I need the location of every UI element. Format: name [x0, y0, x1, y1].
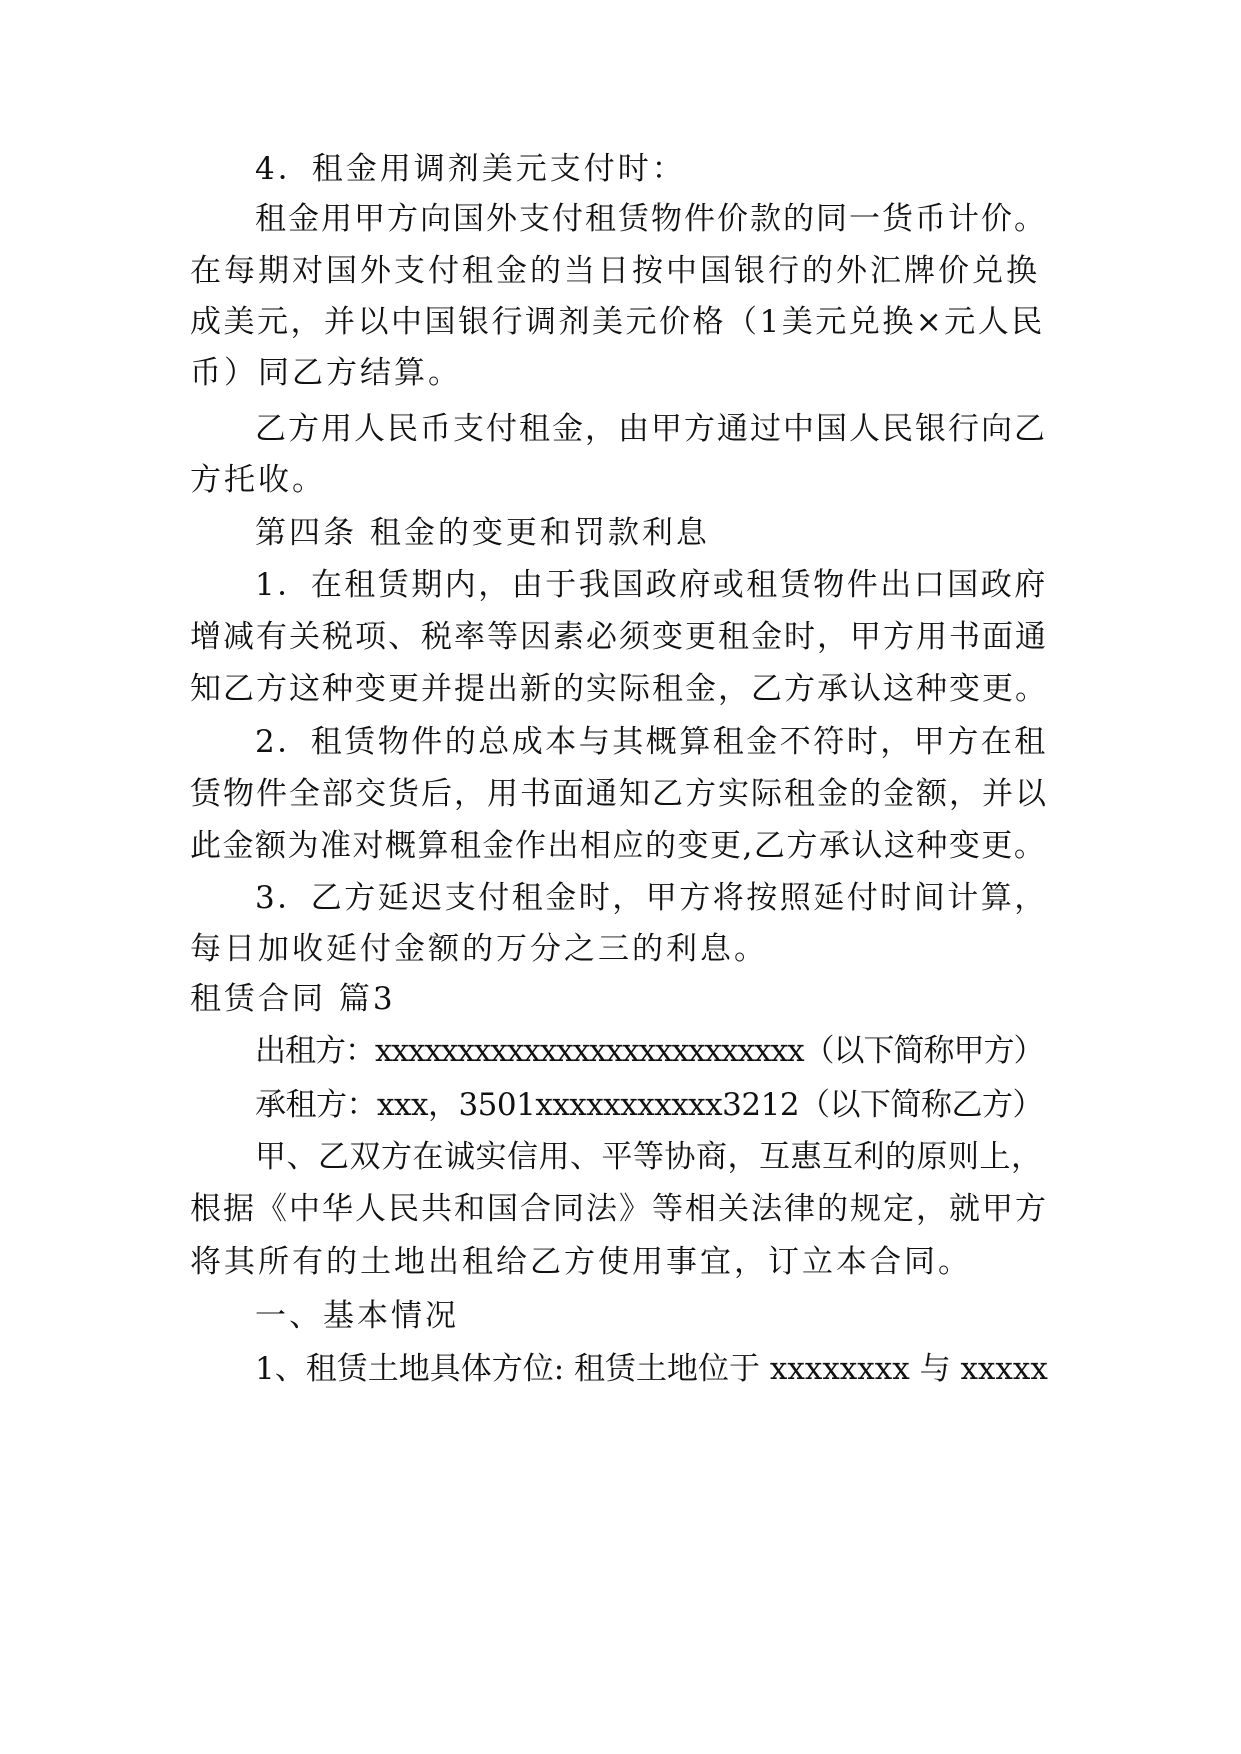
- paragraph-line: 甲、乙双方在诚实信用、平等协商，互惠互利的原则上，: [255, 1139, 1043, 1175]
- lessee-line: 承租方：xxx，3501xxxxxxxxxxx3212（以下简称乙方）: [255, 1087, 1044, 1123]
- lessor-line: 出租方：xxxxxxxxxxxxxxxxxxxxxxxxxx（以下简称甲方）: [255, 1033, 1044, 1069]
- section-heading: 第四条 租金的变更和罚款利息: [255, 515, 710, 551]
- paragraph-line: 在每期对国外支付租金的当日按中国银行的外汇牌价兑换: [190, 253, 1040, 289]
- paragraph-line: 成美元，并以中国银行调剂美元价格（1美元兑换×元人民: [190, 304, 1045, 340]
- paragraph-line: 1．在租赁期内，由于我国政府或租赁物件出口国政府: [255, 567, 1048, 603]
- paragraph-line: 租金用甲方向国外支付租赁物件价款的同一货币计价。: [255, 201, 1047, 237]
- paragraph-line: 每日加收延付金额的万分之三的利息。: [190, 931, 768, 967]
- document-title: 租赁合同 篇3: [190, 981, 396, 1017]
- paragraph-line: 1、租赁土地具体方位: 租赁土地位于 xxxxxxxx 与 xxxxx: [255, 1351, 1048, 1387]
- paragraph-line: 方托收。: [190, 462, 326, 498]
- paragraph-line: 将其所有的土地出租给乙方使用事宜，订立本合同。: [190, 1244, 972, 1280]
- paragraph-line: 赁物件全部交货后，用书面通知乙方实际租金的金额，并以: [190, 776, 1048, 812]
- paragraph-line: 知乙方这种变更并提出新的实际租金，乙方承认这种变更。: [190, 671, 1048, 707]
- section-heading: 一、基本情况: [255, 1298, 459, 1334]
- paragraph-line: 增减有关税项、税率等因素必须变更租金时，甲方用书面通: [190, 619, 1048, 655]
- paragraph-line: 此金额为准对概算租金作出相应的变更,乙方承认这种变更。: [190, 828, 1047, 864]
- paragraph-line: 4．租金用调剂美元支付时：: [255, 151, 686, 187]
- paragraph-line: 3．乙方延迟支付租金时，甲方将按照延付时间计算，: [255, 880, 1048, 916]
- paragraph-line: 乙方用人民币支付租金，由甲方通过中国人民银行向乙: [255, 411, 1047, 447]
- paragraph-line: 根据《中华人民共和国合同法》等相关法律的规定，就甲方: [190, 1191, 1048, 1227]
- paragraph-line: 币）同乙方结算。: [190, 355, 462, 391]
- paragraph-line: 2．租赁物件的总成本与其概算租金不符时，甲方在租: [255, 724, 1048, 760]
